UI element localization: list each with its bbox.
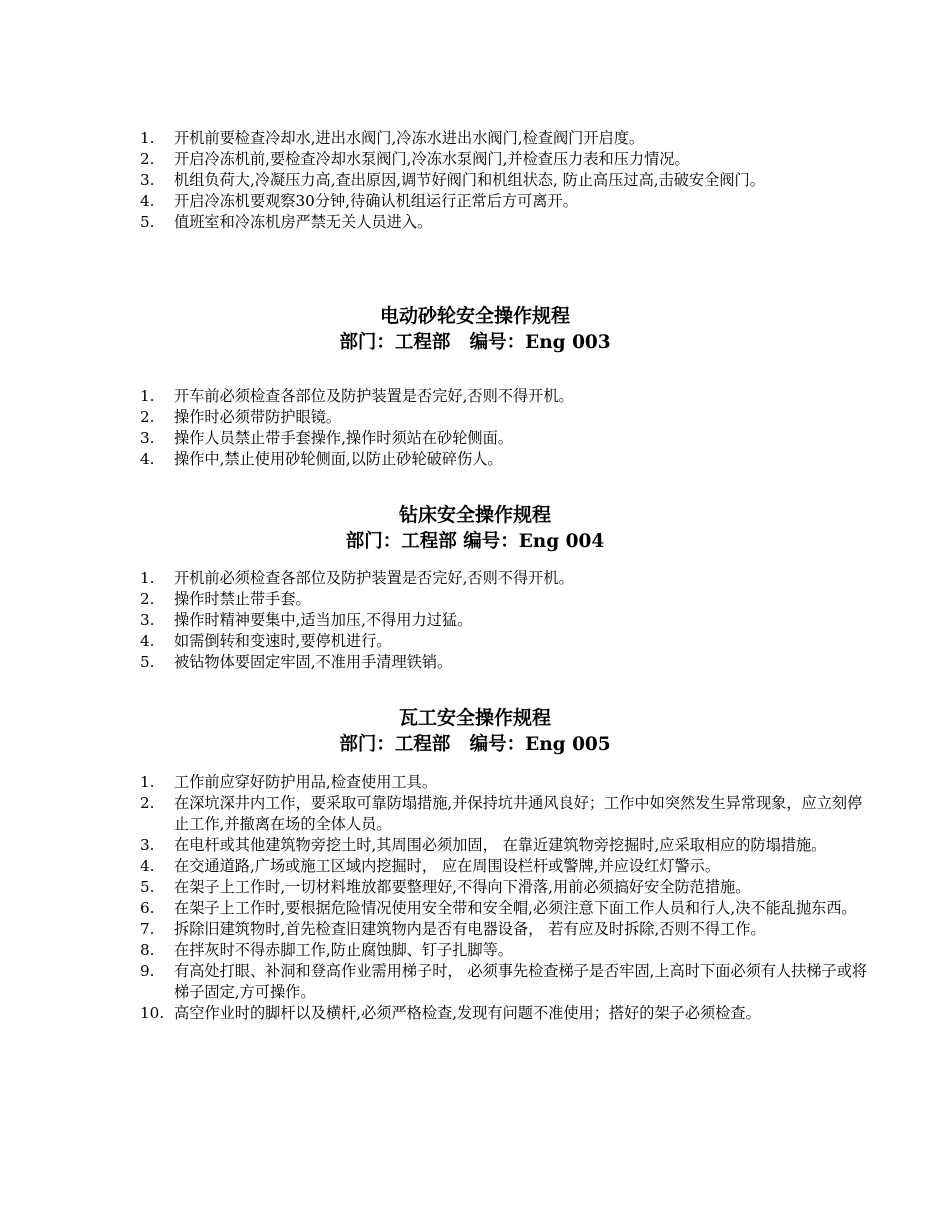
item-number: 4. [140,192,155,210]
section-title: 电动砂轮安全操作规程 [379,305,570,327]
item-text: 如需倒转和变速时,要停机进行。 [174,632,392,650]
list-item [140,772,870,793]
list-item [140,170,870,191]
item-number: 1. [140,387,155,405]
item-text: 在深坑深井内工作，要采取可靠防塌措施,并保持坑井通风良好；工作中如突然发生异常现象，应立刻停止工作,并撤离在场的全体人员。 [174,794,863,833]
item-number: 10. [140,1004,165,1022]
item-text: 工作前应穿好防护用品,检查使用工具。 [174,773,438,791]
list-item [140,386,870,407]
list-item [140,919,870,940]
item-text: 操作时必须带防护眼镜。 [174,408,342,426]
list-item [140,568,870,589]
item-text: 操作人员禁止带手套操作,操作时须站在砂轮侧面。 [174,429,513,447]
list-item [140,128,870,149]
item-text: 在架子上工作时,要根据危险情况使用安全带和安全帽,必须注意下面工作人员和行人,决不能乱抛东西。 [174,899,857,917]
item-number: 8. [140,941,155,959]
item-text: 操作中,禁止使用砂轮侧面,以防止砂轮破碎伤人。 [174,450,503,468]
item-number: 2. [140,150,155,168]
item-number: 2. [140,408,155,426]
item-number: 3. [140,171,155,189]
masonry-operation-list [140,772,870,1024]
list-item [140,589,870,610]
item-number: 2. [140,590,155,608]
item-number: 1. [140,569,155,587]
item-text: 有高处打眼、补洞和登高作业需用梯子时， 必须事先检查梯子是否牢固,上高时下面必须有人扶梯子或将梯子固定,方可操作。 [174,962,868,1001]
item-text: 在交通道路,广场或施工区域内挖掘时， 应在周围设栏杆或警牌,并应设红灯警示。 [174,857,721,875]
list-item [140,793,870,835]
item-text: 值班室和冷冻机房严禁无关人员进入。 [174,213,433,231]
chiller-operation-list [140,128,870,233]
item-number: 3. [140,611,155,629]
list-item [140,212,870,233]
item-text: 开机前必须检查各部位及防护装置是否完好,否则不得开机。 [174,569,574,587]
list-item [140,652,870,673]
item-number: 3. [140,836,155,854]
item-text: 开车前必须检查各部位及防护装置是否完好,否则不得开机。 [174,387,574,405]
list-item [140,835,870,856]
item-text: 在电杆或其他建筑物旁挖土时,其周围必须加固， 在靠近建筑物旁挖掘时,应采取相应的防塌措施。 [174,836,827,854]
list-item [140,631,870,652]
list-item [140,407,870,428]
section-subtitle: 部门：工程部 编号：Eng 004 [345,531,605,552]
item-text: 在拌灰时不得赤脚工作,防止腐蚀脚、钉子扎脚等。 [174,941,513,959]
item-text: 被钻物体要固定牢固,不准用手清理铁销。 [174,653,453,671]
item-text: 开启冷冻机前,要检查冷却水泵阀门,冷冻水泵阀门,并检查压力表和压力情况。 [174,150,690,168]
item-text: 开机前要检查冷却水,进出水阀门,冷冻水进出水阀门,检查阀门开启度。 [174,129,645,147]
list-item [140,877,870,898]
list-item [140,961,870,1003]
list-item [140,610,870,631]
item-number: 1. [140,773,155,791]
item-text: 拆除旧建筑物时,首先检查旧建筑物内是否有电器设备， 若有应及时拆除,否则不得工作。 [174,920,766,938]
drill-press-operation-list [140,568,870,673]
item-number: 7. [140,920,155,938]
list-item [140,1003,870,1024]
item-number: 5. [140,878,155,896]
list-item [140,449,870,470]
item-text: 在架子上工作时,一切材料堆放都要整理好,不得向下滑落,用前必须搞好安全防范措施。 [174,878,751,896]
item-number: 5. [140,213,155,231]
section-subtitle: 部门：工程部 编号：Eng 005 [339,734,611,755]
item-text: 机组负荷大,冷凝压力高,查出原因,调节好阀门和机组状态, 防止高压过高,击破安全阀门。 [174,171,765,189]
item-number: 9. [140,962,155,980]
item-text: 操作时禁止带手套。 [174,590,311,608]
list-item [140,191,870,212]
item-number: 3. [140,429,155,447]
item-number: 2. [140,794,155,812]
list-item [140,428,870,449]
list-item [140,149,870,170]
list-item [140,856,870,877]
grinder-operation-list [140,386,870,470]
section-title: 瓦工安全操作规程 [398,707,551,729]
item-text: 高空作业时的脚杆以及横杆,必须严格检查,发现有问题不准使用；搭好的架子必须检查。 [174,1004,761,1022]
list-item [140,940,870,961]
item-number: 4. [140,450,155,468]
item-text: 操作时精神要集中,适当加压,不得用力过猛。 [174,611,473,629]
item-number: 4. [140,632,155,650]
item-number: 1. [140,129,155,147]
item-number: 4. [140,857,155,875]
item-number: 6. [140,899,155,917]
list-item [140,898,870,919]
item-number: 5. [140,653,155,671]
item-text: 开启冷冻机要观察30分钟,待确认机组运行正常后方可离开。 [174,192,578,210]
section-title: 钻床安全操作规程 [398,504,551,526]
section-subtitle: 部门：工程部 编号：Eng 003 [339,332,611,353]
